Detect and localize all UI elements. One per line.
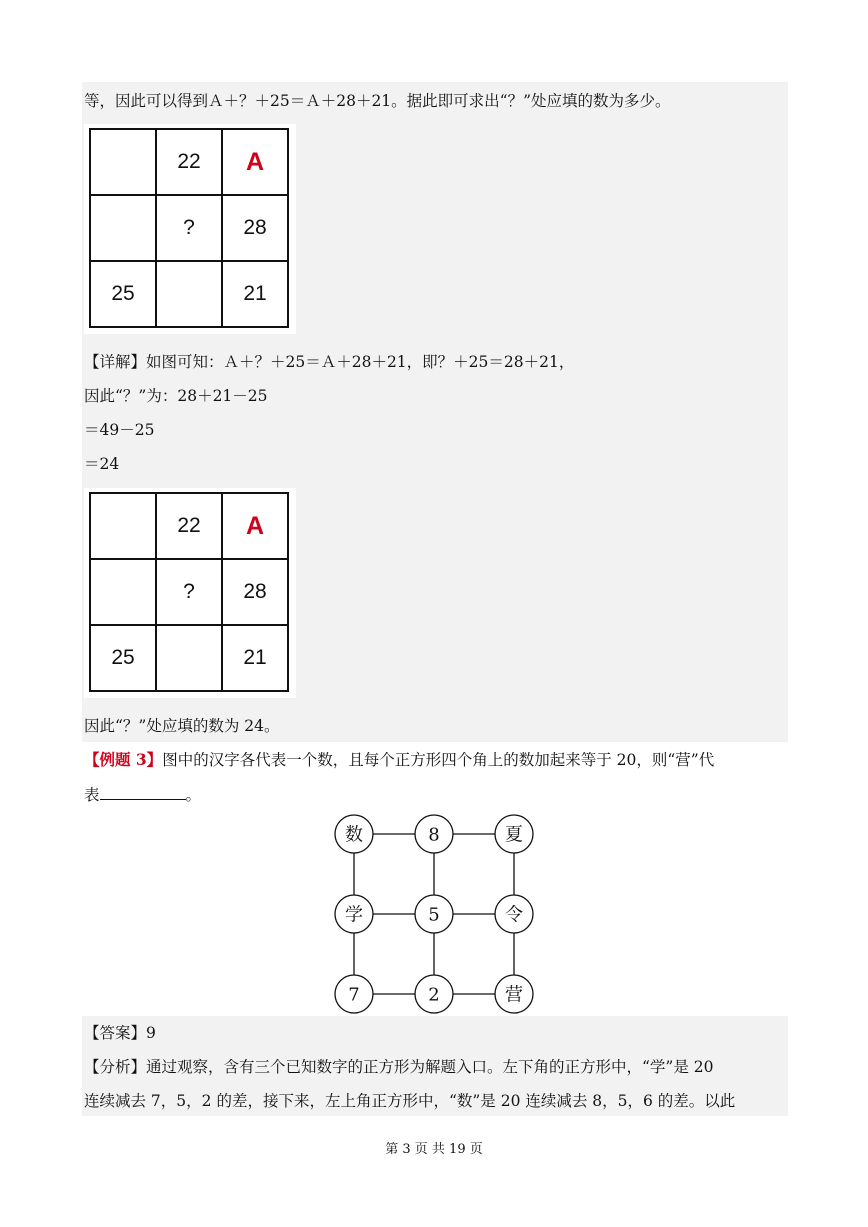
node-r0c1 xyxy=(415,815,453,853)
number-grid-2 xyxy=(84,488,296,698)
node-r1c0 xyxy=(335,895,373,933)
grid2-cell-r0c0 xyxy=(90,493,156,559)
intro-line: 等，因此可以得到Ａ＋？＋25＝Ａ＋28＋21。据此即可求出“？”处应填的数为多少。 xyxy=(84,92,671,110)
grid1-cell-r1c1: ? xyxy=(156,195,222,261)
node-label-r2c1: 2 xyxy=(428,984,440,1006)
node-r2c1 xyxy=(415,975,453,1013)
analysis-line-1: 【分析】通过观察，含有三个已知数字的正方形为解题入口。左下角的正方形中，“学”是 20 xyxy=(84,1058,714,1076)
node-label-r0c0: 数 xyxy=(345,824,363,846)
analysis-line-2: 连续减去 7，5，2 的差，接下来，左上角正方形中，“数”是 20 连续减去 8，5，6 的差。以此 xyxy=(84,1092,736,1110)
node-label-r2c0: 7 xyxy=(348,984,360,1006)
node-r2c0 xyxy=(335,975,373,1013)
number-grid-1 xyxy=(84,124,296,334)
example3-text-2: 表 xyxy=(84,786,100,804)
detail-line-4: ＝24 xyxy=(84,455,120,473)
grid2-cell-r2c0: 25 xyxy=(90,625,156,691)
node-label-r2c2: 营 xyxy=(505,984,523,1006)
grid2-cell-r1c1: ? xyxy=(156,559,222,625)
example3-label: 【例题 3】 xyxy=(84,750,163,769)
grid2-cell-r2c1 xyxy=(156,625,222,691)
node-r0c0 xyxy=(335,815,373,853)
node-r1c2 xyxy=(495,895,533,933)
grid-table-2 xyxy=(89,492,289,692)
example3-line-2 xyxy=(84,783,201,806)
node-label-r1c1: 5 xyxy=(428,904,440,926)
grid1-cell-r0c0 xyxy=(90,129,156,195)
detail-line-3: ＝49－25 xyxy=(84,421,155,439)
grid1-cell-r2c1 xyxy=(156,261,222,327)
grid1-cell-r0c1: 22 xyxy=(156,129,222,195)
node-r2c2 xyxy=(495,975,533,1013)
detail-line-2: 因此“？”为：28＋21－25 xyxy=(84,387,268,405)
grid2-cell-r1c2: 28 xyxy=(222,559,288,625)
example3-text-2-end: 。 xyxy=(185,786,202,804)
grid1-cell-r2c0: 25 xyxy=(90,261,156,327)
detail-line-1: 【详解】如图可知：Ａ＋？＋25＝Ａ＋28＋21，即？＋25＝28＋21， xyxy=(84,353,575,371)
grid1-cell-r2c2: 21 xyxy=(222,261,288,327)
grid2-cell-r2c2: 21 xyxy=(222,625,288,691)
conclusion-line: 因此“？”处应填的数为 24。 xyxy=(84,717,280,735)
grid1-cell-r1c2: 28 xyxy=(222,195,288,261)
node-r0c2 xyxy=(495,815,533,853)
node-label-r0c1: 8 xyxy=(428,824,440,846)
answer-line: 【答案】9 xyxy=(84,1024,156,1042)
grid2-cell-r0c2: A xyxy=(222,493,288,559)
node-label-r1c2: 令 xyxy=(505,904,523,926)
answer-blank[interactable] xyxy=(100,783,186,800)
grid2-cell-r1c0 xyxy=(90,559,156,625)
page-footer: 第 3 页 共 19 页 xyxy=(385,1142,483,1157)
grid2-cell-r0c1: 22 xyxy=(156,493,222,559)
grid1-cell-r0c2: A xyxy=(222,129,288,195)
node-r1c1 xyxy=(415,895,453,933)
node-label-r1c0: 学 xyxy=(345,904,363,926)
example3-line-1 xyxy=(84,749,714,771)
grid-table-1 xyxy=(89,128,289,328)
node-label-r0c2: 夏 xyxy=(505,824,523,846)
node-network-diagram xyxy=(320,808,550,1018)
grid1-cell-r1c0 xyxy=(90,195,156,261)
example3-text-1: 图中的汉字各代表一个数，且每个正方形四个角上的数加起来等于 20，则“营”代 xyxy=(162,751,715,769)
